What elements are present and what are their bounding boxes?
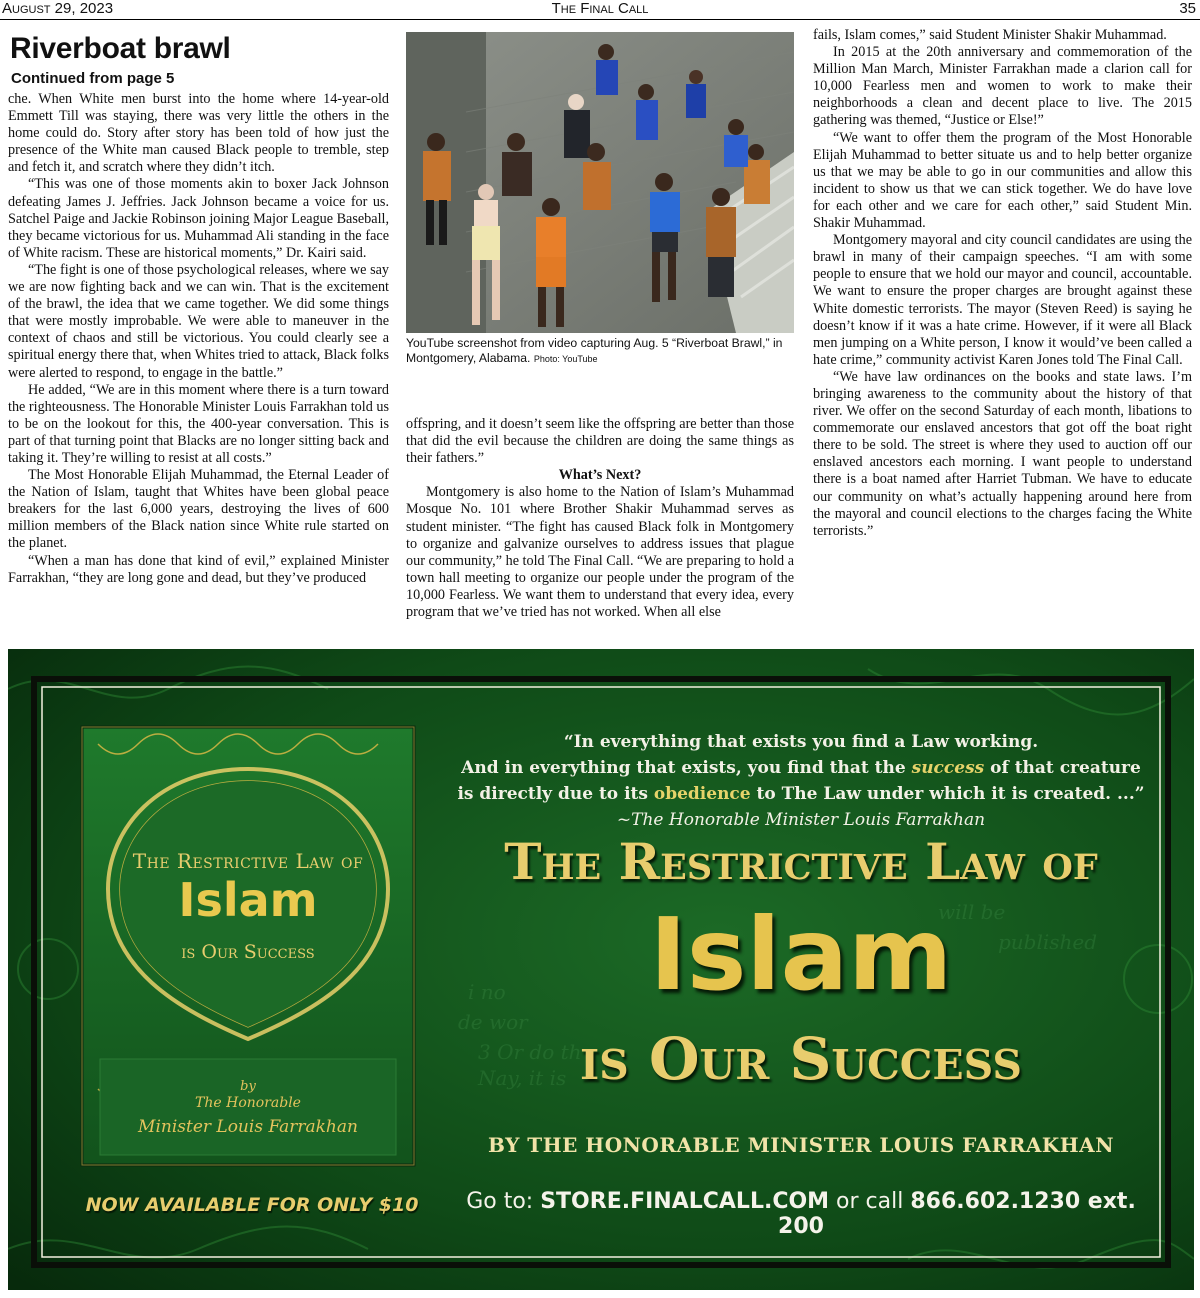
issue-date: August 29, 2023 [2, 0, 114, 17]
article-column-3 [813, 27, 1192, 540]
svg-text:i no: i no [468, 980, 506, 1004]
paragraph: “This was one of those moments akin to boxer Jack Johnson defeating James J. Jeffries. Jack Johnson became a voice for us. Satchel Paige and Jackie Robinson joining Major League Baseball, they became victorious for us. Muhammad Ali standing in the face of White racism. These are historical moments,” Dr. Kairi said. [8, 176, 389, 261]
book-title-main: Islam [178, 873, 318, 927]
book-author-line-1: The Honorable [195, 1095, 301, 1111]
article-column-1 [8, 27, 389, 587]
farrakhan-quote [448, 729, 1154, 833]
paragraph: che. When White men burst into the home where 14-year-old Emmett Till was staying, there was very little the others in the home could do. Story after story has been told of how just the presence of the White man caused Black people to tremble, step and fetch it, and scratch where they didn’t itch. [8, 91, 389, 176]
photo-credit: Photo: YouTube [533, 353, 598, 364]
page-header [0, 0, 1200, 20]
price-banner: NOW AVAILABLE FOR ONLY $10 [85, 1194, 419, 1216]
order-info[interactable] [448, 1189, 1154, 1239]
continued-note: Continued from page 5 [11, 70, 175, 87]
cta-text: or call [829, 1189, 911, 1214]
paragraph: “The fight is one of those psychological releases, where we say we are now fighting back and we can win. That is the excitement of the brawl, the idea that we came together. We did some things that were mostly improbable. We were able to maneuver in the context of chaos and still be victorious. You could clearly see a spiritual energy there that, when Whites tried to attack, Black folks were alerted to respond, to engage in the battle.” [8, 261, 389, 381]
book-title-top: The Restrictive Law of [132, 849, 364, 873]
photo-caption [406, 336, 794, 366]
book-author-line-2: Minister Louis Farrakhan [138, 1117, 358, 1137]
quote-text: to The Law under which it is created. ...” [750, 784, 1145, 804]
caption-text: YouTube screenshot from video capturing Aug. 5 “Riverboat Brawl,” in Montgomery, Alabama. [406, 336, 783, 365]
svg-text:will be: will be [938, 900, 1006, 924]
book-by: by [240, 1079, 256, 1094]
quote-emphasis-obedience: obedience [653, 784, 751, 804]
ad-byline: BY THE HONORABLE MINISTER LOUIS FARRAKHAN [488, 1133, 1114, 1157]
ad-title-main: Islam [649, 896, 953, 1013]
paragraph: Montgomery is also home to the Nation of Islam’s Muhammad Mosque No. 101 where Brother Shakir Muhammad serves as student minister. “The fight has caused Black folk in Montgomery to organize and galvanize ourselves to address issues that plague our community,” he told The Final Call. “We are preparing to hold a town hall meeting to organize our people under the program of the 10,000 Fearless. We want them to understand that every idea, every program that we’ve tried has not worked. When all else [406, 484, 794, 621]
quote-attribution: ~The Honorable Minister Louis Farrakhan [616, 810, 986, 830]
paragraph: fails, Islam comes,” said Student Minister Shakir Muhammad. [813, 27, 1167, 43]
brawl-photo [406, 32, 794, 333]
paragraph: The Most Honorable Elijah Muhammad, the Eternal Leader of the Nation of Islam, taught that Whites have been global peace breakers for the last 6,000 years, destroying the lives of 600 million members of the Black nation since White rule started on the planet. [8, 467, 389, 552]
paragraph: “We have law ordinances on the books and state laws. I’m bringing awareness to the community about the history of that river. We offer on the second Saturday of each month, libations to commemorate our enslaved ancestors that got off the boat right there to be sold. The street is where they used to auction off our enslaved ancestors each morning. I want people to understand there is a boat named after Harriet Tubman. We have to educate our community on what’s actually happening around here from the mayoral and council elections to the charges facing the White terrorists.” [813, 368, 1192, 539]
quote-emphasis-success: success [911, 758, 985, 778]
paragraph: In 2015 at the 20th anniversary and commemoration of the Million Man March, Minister Farrakhan made a clarion call for 10,000 Fearless men and women to work to make their neighborhoods a clean and decent place to live. The 2015 gathering was themed, “Justice or Else!” [813, 44, 1192, 129]
article-column-2 [406, 416, 794, 621]
photo-illustration [406, 32, 794, 333]
quote-line-1: “In everything that exists you find a Law working. [563, 732, 1039, 752]
svg-text:published: published [998, 930, 1098, 954]
paragraph: “We want to offer them the program of the Most Honorable Elijah Muhammad to better situate us and to help better organize us that we may be able to go in our communities and allow this incident to show us that we can stick together. We do have love for each other and we care for each other,” said Student Min. Shakir Muhammad. [813, 129, 1192, 232]
paragraph: “When a man has done that kind of evil,” explained Minister Farrakhan, “they are long gone and dead, but they’ve produced [8, 552, 389, 586]
svg-text:Nay, it is: Nay, it is [478, 1066, 567, 1090]
cta-text: Go to: [466, 1189, 541, 1214]
paragraph: Montgomery mayoral and city council candidates are using the brawl in many of their campaign speeches. “I am with some people to ensure that we hold our mayor and council, accountable. We want to ensure the proper charges are brought against these White domestic terrorists. The mayor (Steven Reed) is saying he doesn’t know if it was a hate crime. However, if it were all Black men jumping on a White person, I know it would’ve been called a hate crime,” community activist Karen Jones told The Final Call. [813, 232, 1192, 368]
page-number: 35 [1179, 0, 1196, 17]
svg-text:3 Or do th: 3 Or do th [478, 1040, 582, 1064]
book-title-bottom: is Our Success [181, 941, 315, 963]
quote-line-2 [448, 755, 1154, 781]
ad-title-top: The Restrictive Law of [504, 832, 1098, 891]
paragraph: He added, “We are in this moment where there is a turn toward the righteousness. The Honorable Minister Louis Farrakhan told us to be on the lookout for this, the 400-year conversation. This is part of that turning point that Blacks are no longer sitting back and taking it. They’re willing to resist at all costs.” [8, 381, 389, 466]
quote-line-3 [448, 781, 1154, 807]
store-url-link[interactable]: STORE.FINALCALL.COM [540, 1189, 830, 1214]
quote-text: of that creature [984, 758, 1141, 778]
quote-text: And in everything that exists, you find that the [461, 758, 912, 778]
quote-text: is directly due to its [457, 784, 654, 804]
section-subhead: What’s Next? [558, 467, 642, 484]
svg-text:de wor: de wor [458, 1010, 528, 1034]
book-advertisement[interactable] [8, 649, 1194, 1290]
phone-number[interactable]: 866.602.1230 ext. 200 [778, 1189, 1136, 1239]
paragraph: offspring, and it doesn’t seem like the offspring are better than those that did the evil because the children are doing the same things as their fathers.” [406, 416, 794, 467]
article-headline: Riverboat brawl [10, 32, 231, 65]
ad-title-bottom: is Our Success [580, 1025, 1022, 1093]
publication-name: The Final Call [551, 0, 649, 17]
